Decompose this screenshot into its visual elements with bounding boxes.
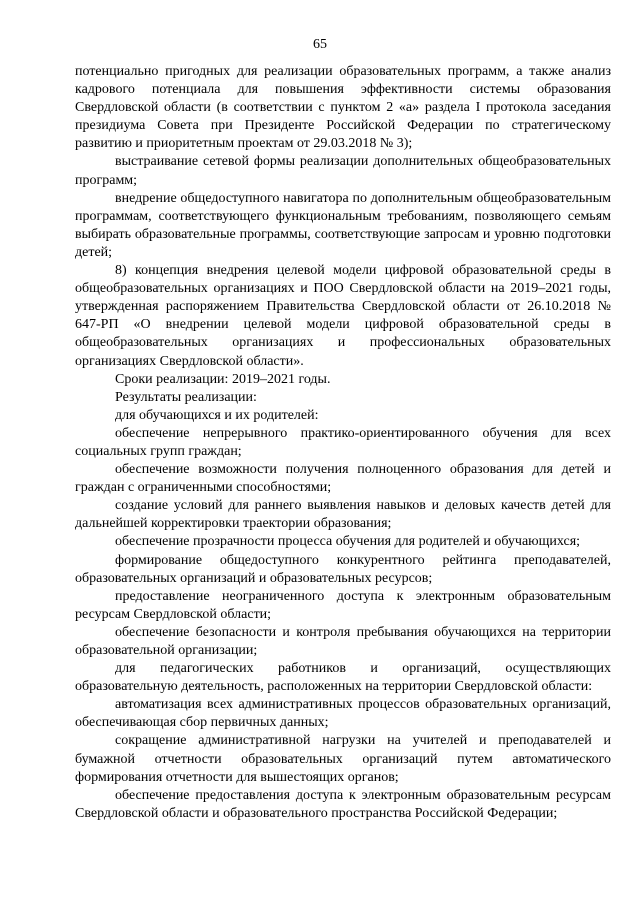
page-number: 65 (313, 37, 327, 52)
paragraph: Сроки реализации: 2019–2021 годы. (115, 371, 331, 387)
list-item: выстраивание сетевой формы реализации дополнительных общеобразовательных программ; (75, 154, 611, 188)
list-item: предоставление неограниченного доступа к электронным образовательным ресурсам Свердловской области; (75, 588, 611, 622)
list-item: обеспечение возможности получения полноценного образования для детей и граждан с ограниченными способностями; (75, 462, 611, 496)
list-heading: для педагогических работников и организаций, осуществляющих образовательную деятельность, расположенных на территории Свердловской области: (75, 661, 611, 695)
list-item: обеспечение прозрачности процесса обучения для родителей и обучающихся; (115, 534, 581, 550)
list-heading: для обучающихся и их родителей: (115, 407, 319, 423)
list-item: автоматизация всех административных процессов образовательных организаций, обеспечивающая сбор первичных данных; (75, 697, 611, 731)
list-item: обеспечение предоставления доступа к электронным образовательным ресурсам Свердловской области и образовательного пространства Российской Федерации; (75, 787, 611, 821)
list-item: формирование общедоступного конкурентного рейтинга преподавателей, образовательных организаций и образовательных ресурсов; (75, 552, 611, 586)
list-item: сокращение административной нагрузки на учителей и преподавателей и бумажной отчетности образовательных организаций путем автоматического формирования отчетности для вышестоящих органов; (75, 733, 611, 785)
list-item: обеспечение безопасности и контроля пребывания обучающихся на территории образовательной организации; (75, 624, 611, 658)
document-body (75, 63, 611, 823)
paragraph-continuation: потенциально пригодных для реализации образовательных программ, а также анализ кадрового потенциала для повышения эффективности системы образования Свердловской области (в соответствии с пунктом 2 «а» раздела I протокола заседания президиума Совета при Президенте Российской Федерации по стратегическому развитию и приоритетным проектам от 29.03.2018 № 3); (75, 64, 611, 152)
list-item: 8) концепция внедрения целевой модели цифровой образовательной среды в общеобразовательных организациях и ПОО Свердловской области на 2019–2021 годы, утвержденная распоряжением Правительства Свердловской области от 26.10.2018 № 647-РП «О внедрении целевой модели цифровой образовательной среды в общеобразовательных организациях и профессиональных образовательных организациях Свердловской области». (75, 263, 611, 369)
list-item: создание условий для раннего выявления навыков и деловых качеств детей для дальнейшей корректировки траектории образования; (75, 498, 611, 532)
paragraph: Результаты реализации: (115, 389, 257, 405)
list-item: внедрение общедоступного навигатора по дополнительным общеобразовательным программам, соответствующего функциональным требованиям, позволяющего семьям выбирать образовательные программы, соответствующие запросам и уровню подготовки детей; (75, 190, 611, 260)
list-item: обеспечение непрерывного практико-ориентированного обучения для всех социальных групп граждан; (75, 425, 611, 459)
